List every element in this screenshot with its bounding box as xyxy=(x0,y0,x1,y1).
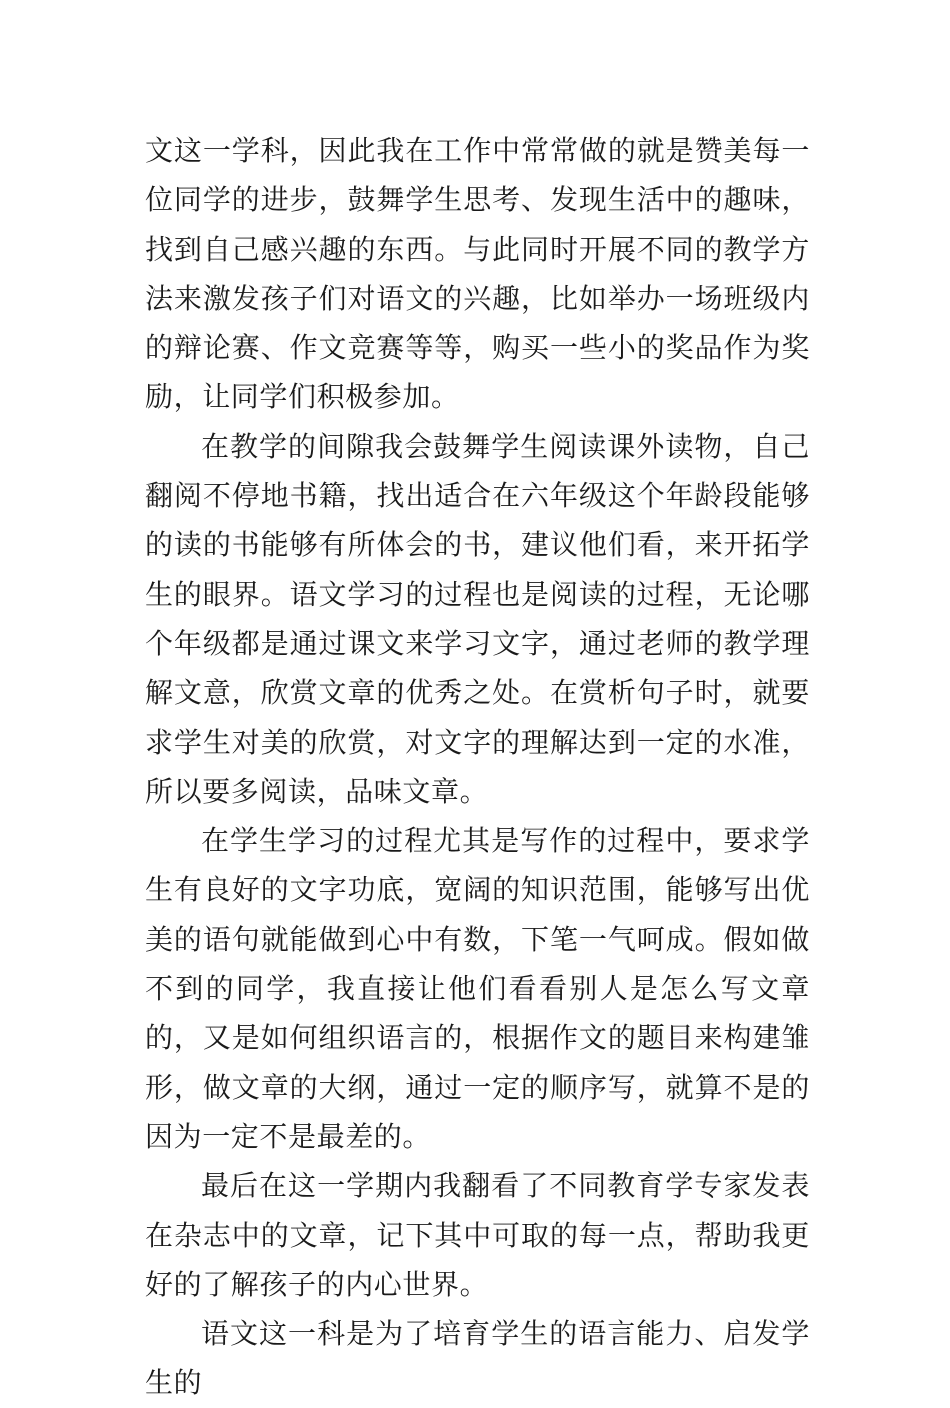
paragraph-3: 在学生学习的过程尤其是写作的过程中，要求学生有良好的文字功底，宽阔的知识范围，能够写出优美的语句就能做到心中有数，下笔一气呵成。假如做不到的同学，我直接让他们看看别人是怎么写文章的，又是如何组织语言的，根据作文的题目来构建雏形，做文章的大纲，通过一定的顺序写，就算不是的因为一定不是最差的。 xyxy=(145,824,810,1153)
paragraph-5: 语文这一科是为了培育学生的语言能力、启发学生的 xyxy=(145,1317,810,1400)
paragraph-2: 在教学的间隙我会鼓舞学生阅读课外读物，自己翻阅不停地书籍，找出适合在六年级这个年龄段能够的读的书能够有所体会的书，建议他们看，来开拓学生的眼界。语文学习的过程也是阅读的过程，无论哪个年级都是通过课文来学习文字，通过老师的教学理解文意，欣赏文章的优秀之处。在赏析句子时，就要求学生对美的欣赏，对文字的理解达到一定的水准，所以要多阅读，品味文章。 xyxy=(145,429,810,808)
body-text xyxy=(145,126,810,1408)
paragraph-4: 最后在这一学期内我翻看了不同教育学专家发表在杂志中的文章，记下其中可取的每一点，帮助我更好的了解孩子的内心世界。 xyxy=(145,1169,810,1301)
paragraph-1: 文这一学科，因此我在工作中常常做的就是赞美每一位同学的进步，鼓舞学生思考、发现生活中的趣味，找到自己感兴趣的东西。与此同时开展不同的教学方法来激发孩子们对语文的兴趣，比如举办一场班级内的辩论赛、作文竞赛等等，购买一些小的奖品作为奖励，让同学们积极参加。 xyxy=(145,134,810,414)
